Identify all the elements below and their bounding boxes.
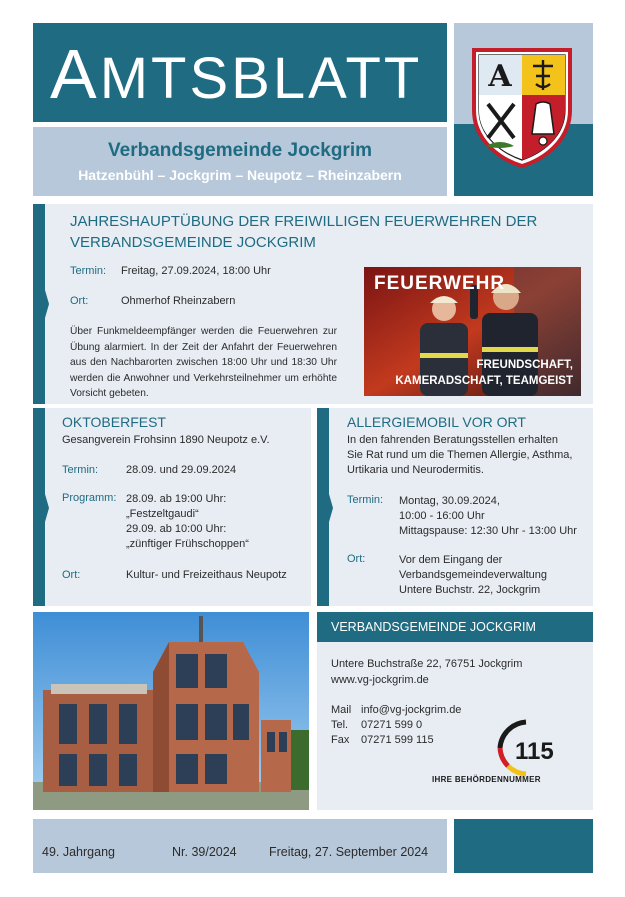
- feature-chevron-icon: [33, 204, 49, 404]
- contact-heading: VERBANDSGEMEINDE JOCKGRIM: [331, 620, 536, 634]
- town-hall-photo: [33, 612, 309, 810]
- oktoberfest-programm-label: Programm:: [62, 492, 117, 504]
- contact-tel-value: 07271 599 0: [361, 719, 423, 731]
- image-title: FEUERWEHR: [374, 273, 506, 294]
- allergiemobil-chevron-icon: [317, 408, 333, 606]
- feature-title: JAHRESHAUPTÜBUNG DER FREIWILLIGEN FEUERWEHREN DER VERBANDSGEMEINDE JOCKGRIM: [70, 213, 538, 251]
- oktoberfest-ort-value: Kultur- und Freizeithaus Neupotz: [126, 569, 287, 581]
- member-towns: Hatzenbühl – Jockgrim – Neupotz – Rheinzabern: [78, 167, 402, 183]
- contact-fax-label: Fax: [331, 734, 350, 746]
- allergiemobil-termin: Montag, 30.09.2024, 10:00 - 16:00 Uhr Mittagspause: 12:30 Uhr - 13:00 Uhr: [399, 495, 577, 537]
- allergiemobil-termin-label: Termin:: [347, 494, 384, 506]
- contact-address: Untere Buchstraße 22, 76751 Jockgrim: [331, 658, 523, 670]
- contact-website-link[interactable]: www.vg-jockgrim.de: [331, 674, 429, 686]
- contact-tel-label: Tel.: [331, 719, 349, 731]
- image-caption-line2: KAMERADSCHAFT, TEAMGEIST: [395, 375, 573, 387]
- contact-fax-value: 07271 599 115: [361, 734, 434, 746]
- feature-ort-value: Ohmerhof Rheinzabern: [121, 295, 236, 307]
- allergiemobil-ort: Vor dem Eingang der Verbandsgemeindeverwaltung Untere Buchstr. 22, Jockgrim: [399, 554, 547, 596]
- coat-of-arms-icon: [470, 46, 574, 168]
- footer-datum: Freitag, 27. September 2024: [269, 845, 429, 859]
- footer-nummer: Nr. 39/2024: [172, 845, 237, 859]
- behoerdennummer-number: 115: [515, 738, 554, 765]
- feature-termin-value: Freitag, 27.09.2024, 18:00 Uhr: [121, 265, 271, 277]
- allergiemobil-ort-label: Ort:: [347, 553, 366, 565]
- footer-accent: [454, 819, 593, 873]
- oktoberfest-subtitle: Gesangverein Frohsinn 1890 Neupotz e.V.: [62, 434, 270, 446]
- allergiemobil-title: ALLERGIEMOBIL VOR ORT: [347, 414, 526, 430]
- behoerdennummer-caption: IHRE BEHÖRDENNUMMER: [432, 775, 541, 784]
- svg-text:A: A: [488, 59, 512, 94]
- contact-mail-label: Mail: [331, 704, 352, 716]
- oktoberfest-termin-value: 28.09. und 29.09.2024: [126, 464, 237, 476]
- feature-body-text: Über Funkmeldeempfänger werden die Feuerwehren zur Übung alarmiert. In der Zeit der Anfahrt der Feuerwehren aus den Nachbarorten zwischen 18:00 Uhr und 18:30 Uhr werden die Anwohner und Verkehrsteilnehmer um erhöhte Vorsicht gebeten.: [70, 326, 337, 399]
- oktoberfest-termin-label: Termin:: [62, 464, 99, 476]
- contact-header: [317, 612, 593, 642]
- oktoberfest-title: OKTOBERFEST: [62, 414, 166, 430]
- firefighter-photo: [364, 267, 581, 396]
- oktoberfest-chevron-icon: [33, 408, 49, 606]
- contact-mail-link[interactable]: info@vg-jockgrim.de: [361, 704, 462, 716]
- organisation-name: Verbandsgemeinde Jockgrim: [108, 140, 372, 161]
- feature-ort-label: Ort:: [70, 295, 89, 307]
- feature-termin-label: Termin:: [70, 265, 107, 277]
- allergiemobil-intro: In den fahrenden Beratungsstellen erhalten Sie Rat rund um die Themen Allergie, Asthma, Urtikaria und Neurodermitis.: [347, 434, 573, 476]
- footer-jahrgang: 49. Jahrgang: [42, 845, 115, 859]
- masthead-title: AMTSBLATT: [50, 35, 423, 113]
- oktoberfest-ort-label: Ort:: [62, 569, 81, 581]
- oktoberfest-programm: 28.09. ab 19:00 Uhr: „Festzeltgaudi“ 29.09. ab 10:00 Uhr: „zünftiger Frühschoppen“: [126, 493, 249, 550]
- image-caption-line1: FREUNDSCHAFT,: [476, 359, 573, 371]
